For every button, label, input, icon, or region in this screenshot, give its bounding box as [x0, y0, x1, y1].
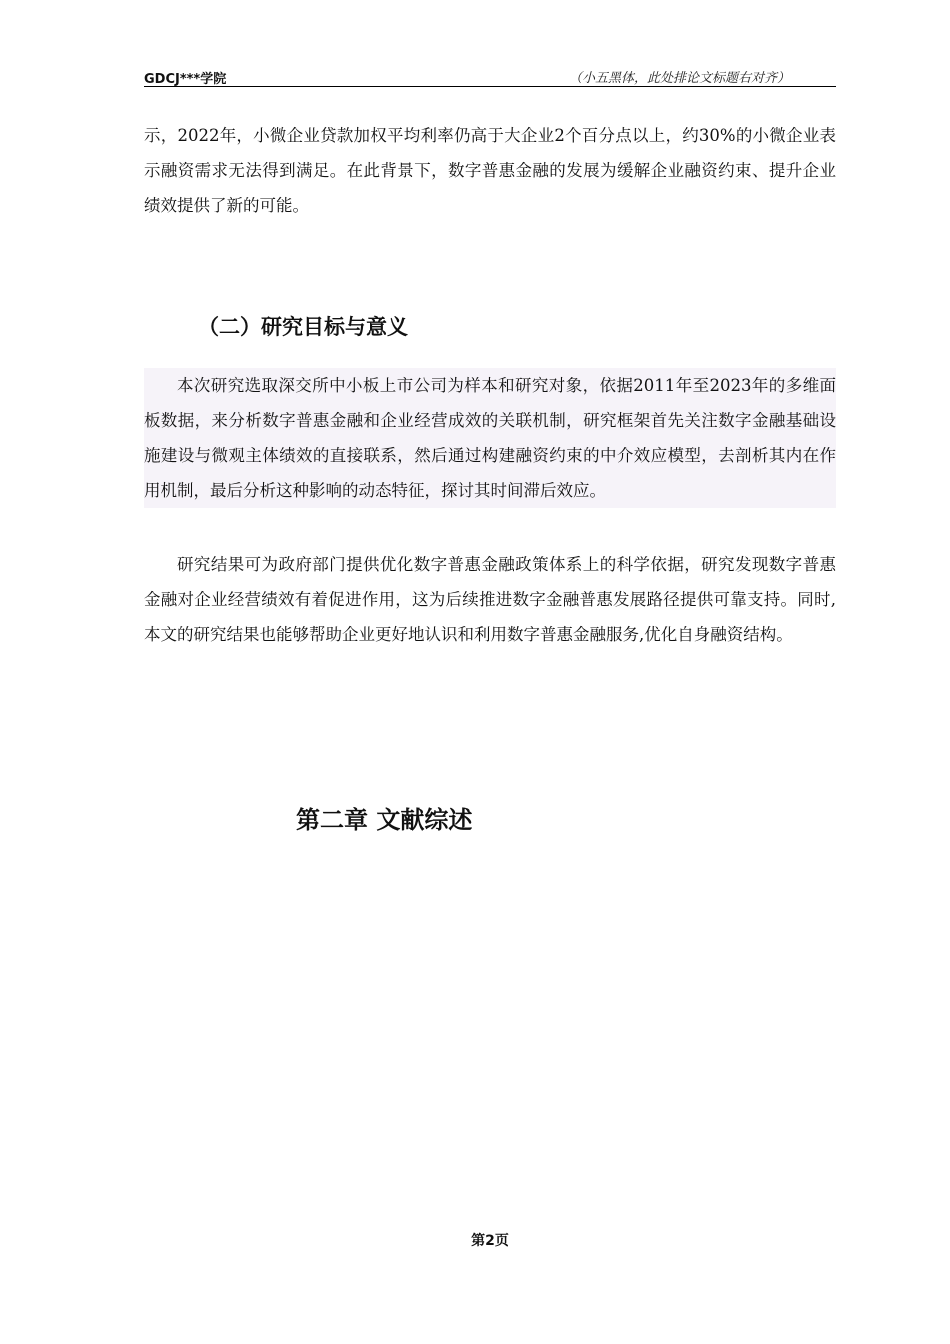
intro-paragraph: 示，2022年，小微企业贷款加权平均利率仍高于大企业2个百分点以上，约30%的小微企业表示融资需求无法得到满足。在此背景下，数字普惠金融的发展为缓解企业融资约束、提升企业绩效提供了新的可能。 — [144, 126, 836, 215]
header-title-placeholder: （小五黑体，此处排论文标题右对齐） — [568, 71, 790, 86]
header-divider — [144, 86, 836, 87]
result-paragraph: 研究结果可为政府部门提供优化数字普惠金融政策体系上的科学依据，研究发现数字普惠金融对企业经营绩效有着促进作用，这为后续推进数字金融普惠发展路径提供可靠支持。同时,本文的研究结果也能够帮助企业更好地认识和利用数字普惠金融服务,优化自身融资结构。 — [144, 555, 836, 644]
page-number: 第2页 — [471, 1233, 509, 1249]
chapter-heading: 第二章 文献综述 — [296, 806, 473, 834]
research-paragraph: 本次研究选取深交所中小板上市公司为样本和研究对象，依据2011年至2023年的多维面板数据，来分析数字普惠金融和企业经营成效的关联机制，研究框架首先关注数字金融基础设施建设与微观主体绩效的直接联系，然后通过构建融资约束的中介效应模型，去剖析其内在作用机制，最后分析这种影响的动态特征，探讨其时间滞后效应。 — [144, 368, 836, 508]
section-heading: （二）研究目标与意义 — [198, 315, 408, 339]
header-institution: GDCJ***学院 — [144, 72, 227, 87]
